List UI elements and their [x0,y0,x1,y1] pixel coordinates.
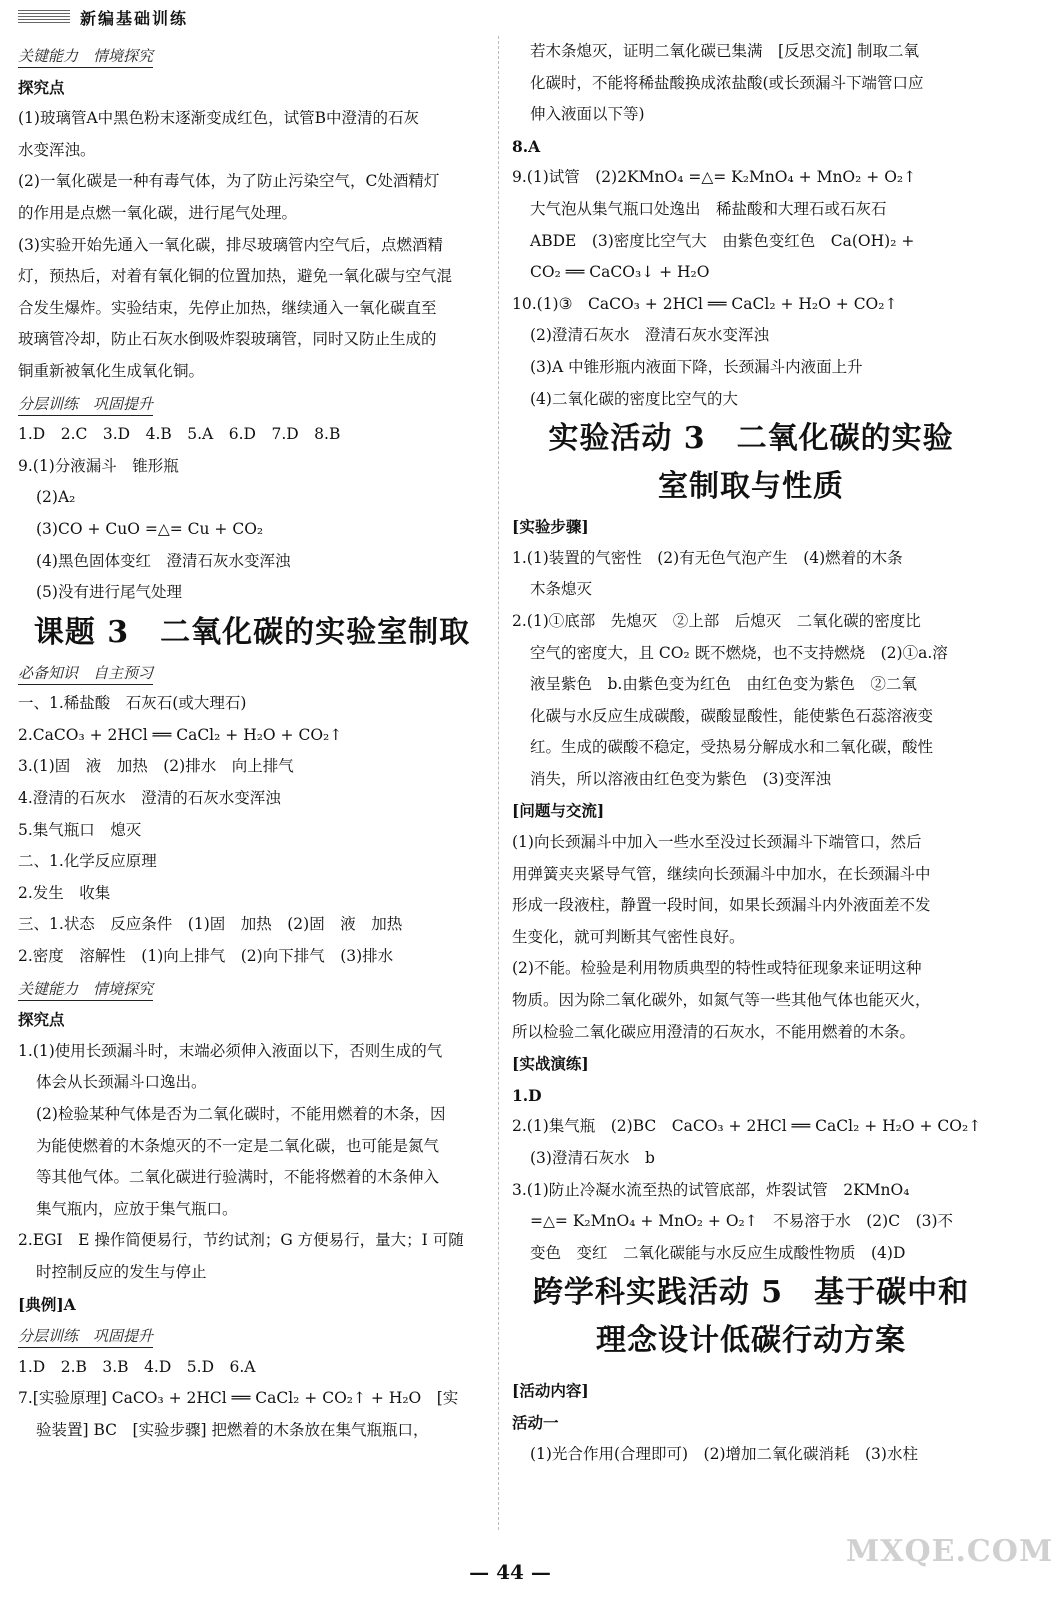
column-divider [498,36,499,1530]
answer-line: 为能使燃着的木条熄灭的不一定是二氧化碳，也可能是氮气 [36,1136,440,1155]
answer-line: 化碳时，不能将稀盐酸换成浓盐酸(或长颈漏斗下端管口应 [530,73,924,92]
chapter-title: 课题 3 二氧化碳的实验室制取 [33,614,471,650]
answer-line: (2)检验某种气体是否为二氧化碳时，不能用燃着的木条，因 [36,1105,446,1123]
label-line: 活动一 [512,1412,559,1432]
answer-line: 3.(1)固 液 加热 (2)排水 向上排气 [18,757,294,776]
answer-line: 二、1.化学反应原理 [18,852,157,871]
answer-line: 物质。因为除二氧化碳外，如氮气等一些其他气体也能灭火， [512,991,931,1010]
chapter-title: 跨学科实践活动 5 基于碳中和 [532,1275,970,1311]
label-line: 探究点 [18,77,65,97]
section-heading-label: 关键能力 情境探究 [18,45,153,68]
right-column [512,36,990,1470]
answer-line: 2.(1)集气瓶 (2)BC CaCO₃ + 2HCl ══ CaCl₂ + H₂O + CO₂↑ [512,1117,982,1136]
answer-line: 木条熄灭 [530,580,593,599]
section-heading [18,1320,486,1352]
answer-line: 铜重新被氧化生成氧化铜。 [18,361,205,380]
label-line: [活动内容] [512,1381,589,1401]
label-line: [问题与交流] [512,801,605,821]
answer-line: 1.(1)装置的气密性 (2)有无色气泡产生 (4)燃着的木条 [512,548,903,567]
answer-line: 化碳与水反应生成碳酸，碳酸显酸性，能使紫色石蕊溶液变 [530,706,934,725]
answer-line: 用弹簧夹夹紧导气管，继续向长颈漏斗中加水，在长颈漏斗中 [512,864,931,883]
label-line: 探究点 [18,1010,65,1030]
answer-line: 等其他气体。二氧化碳进行验满时，不能将燃着的木条伸入 [36,1168,440,1187]
label-line: 8.A [512,136,541,156]
answer-line: 7.[实验原理] CaCO₃ + 2HCl ══ CaCl₂ + CO₂↑ + H₂O [实 [18,1389,459,1408]
page-number: — 44 — [469,1560,551,1584]
section-heading [18,657,486,689]
chapter-title: 理念设计低碳行动方案 [596,1323,906,1359]
label-line: 1.D [512,1085,542,1105]
section-heading-label: 分层训练 巩固提升 [18,393,153,416]
answer-line: 集气瓶内，应放于集气瓶口。 [36,1199,238,1218]
answer-line: 验装置] BC [实验步骤] 把燃着的木条放在集气瓶瓶口， [36,1420,429,1439]
answer-line: 若木条熄灭，证明二氧化碳已集满 [反思交流] 制取二氧 [530,42,920,60]
answer-line: (1)向长颈漏斗中加入一些水至没过长颈漏斗下端管口，然后 [512,833,922,852]
answer-line: 空气的密度大，且 CO₂ 既不燃烧，也不支持燃烧 (2)①a.溶 [530,643,948,662]
answer-line: 形成一段液柱，静置一段时间，如果长颈漏斗内外液面差不发 [512,896,931,915]
answer-line: 水变浑浊。 [18,140,96,159]
answer-line: (4)黑色固体变红 澄清石灰水变浑浊 [36,551,291,570]
section-heading-label: 必备知识 自主预习 [18,662,153,685]
answer-line: 伸入液面以下等) [530,105,645,124]
answer-line: 5.集气瓶口 熄灭 [18,820,142,839]
answer-line: 三、1.状态 反应条件 (1)固 加热 (2)固 液 加热 [18,915,403,934]
answer-line: 一、1.稀盐酸 石灰石(或大理石) [18,694,247,713]
answer-line: ABDE (3)密度比空气大 由紫色变红色 Ca(OH)₂ + [530,231,915,250]
answer-line: 所以检验二氧化碳应用澄清的石灰水，不能用燃着的木条。 [512,1022,916,1041]
left-column [18,40,486,1447]
answer-line: 红。生成的碳酸不稳定，受热易分解成水和二氧化碳，酸性 [530,738,934,757]
answer-line: (1)光合作用(合理即可) (2)增加二氧化碳消耗 (3)水柱 [530,1444,918,1463]
chapter-title: 实验活动 3 二氧化碳的实验 [548,421,954,457]
answer-line: 1.D 2.B 3.B 4.D 5.D 6.A [18,1357,256,1376]
answer-line: 9.(1)试管 (2)2KMnO₄ =△= K₂MnO₄ + MnO₂ + O₂↑ [512,168,917,187]
page-header [18,8,238,26]
answer-line: 液呈紫色 b.由紫色变为红色 由红色变为紫色 ②二氧 [530,675,917,694]
answer-line: =△= K₂MnO₄ + MnO₂ + O₂↑ 不易溶于水 (2)C (3)不 [530,1212,954,1231]
label-line: [实战演练] [512,1054,589,1074]
answer-line: (2)一氧化碳是一种有毒气体，为了防止污染空气，C处酒精灯 [18,172,440,191]
answer-line: 生变化，就可判断其气密性良好。 [512,927,745,946]
answer-line: 灯，预热后，对着有氧化铜的位置加热，避免一氧化碳与空气混 [18,267,453,286]
answer-line: (1)玻璃管A中黑色粉末逐渐变成红色，试管B中澄清的石灰 [18,109,420,128]
answer-line: 2.EGI E 操作简便易行，节约试剂；G 方便易行，量大；I 可随 [18,1231,464,1250]
header-title: 新编基础训练 [80,9,189,28]
answer-line: (3)实验开始先通入一氧化碳，排尽玻璃管内空气后，点燃酒精 [18,235,443,254]
answer-line: 9.(1)分液漏斗 锥形瓶 [18,456,179,475]
label-line: [实验步骤] [512,517,589,537]
answer-line: 4.澄清的石灰水 澄清的石灰水变浑浊 [18,789,281,808]
watermark: MXQE.COM [846,1534,1053,1569]
answer-line: 1.D 2.C 3.D 4.B 5.A 6.D 7.D 8.B [18,425,341,444]
answer-line: 大气泡从集气瓶口处逸出 稀盐酸和大理石或石灰石 [530,199,887,218]
answer-line: 2.密度 溶解性 (1)向上排气 (2)向下排气 (3)排水 [18,947,394,966]
chapter-title: 室制取与性质 [658,469,844,505]
answer-line: (2)不能。检验是利用物质典型的特性或特征现象来证明这种 [512,959,922,978]
answer-line: 1.(1)使用长颈漏斗时，末端必须伸入液面以下，否则生成的气 [18,1041,443,1060]
answer-line: (3)A 中锥形瓶内液面下降，长颈漏斗内液面上升 [530,357,863,376]
section-heading-label: 关键能力 情境探究 [18,978,153,1001]
answer-line: (4)二氧化碳的密度比空气的大 [530,389,738,408]
section-heading [18,973,486,1005]
answer-line: 2.发生 收集 [18,883,111,902]
section-heading-label: 分层训练 巩固提升 [18,1325,153,1348]
answer-line: 2.(1)①底部 先熄灭 ②上部 后熄灭 二氧化碳的密度比 [512,611,921,630]
answer-line: 时控制反应的发生与停止 [36,1262,207,1281]
answer-line: (5)没有进行尾气处理 [36,583,182,602]
answer-line: 合发生爆炸。实验结束，先停止加热，继续通入一氧化碳直至 [18,298,437,317]
answer-line: 10.(1)③ CaCO₃ + 2HCl ══ CaCl₂ + H₂O + CO₂↑ [512,294,898,313]
answer-line: 的作用是点燃一氧化碳，进行尾气处理。 [18,203,298,222]
answer-line: 2.CaCO₃ + 2HCl ══ CaCl₂ + H₂O + CO₂↑ [18,725,343,744]
header-decoration [18,10,70,24]
answer-line: 消失，所以溶液由红色变为紫色 (3)变浑浊 [530,769,831,788]
section-heading [18,388,486,420]
answer-line: (2)澄清石灰水 澄清石灰水变浑浊 [530,326,769,345]
label-line: [典例]A [18,1294,76,1314]
spacer [512,1365,990,1375]
answer-line: CO₂ ══ CaCO₃↓ + H₂O [530,263,710,282]
section-heading [18,40,486,72]
answer-line: (3)澄清石灰水 b [530,1149,655,1167]
answer-line: 3.(1)防止冷凝水流至热的试管底部，炸裂试管 2KMnO₄ [512,1180,910,1199]
answer-line: 玻璃管冷却，防止石灰水倒吸炸裂玻璃管，同时又防止生成的 [18,330,437,349]
answer-line: 变色 变红 二氧化碳能与水反应生成酸性物质 (4)D [530,1243,906,1262]
answer-line: 体会从长颈漏斗口逸出。 [36,1073,207,1092]
answer-line: (3)CO + CuO =△= Cu + CO₂ [36,519,264,538]
answer-line: (2)A₂ [36,488,76,507]
